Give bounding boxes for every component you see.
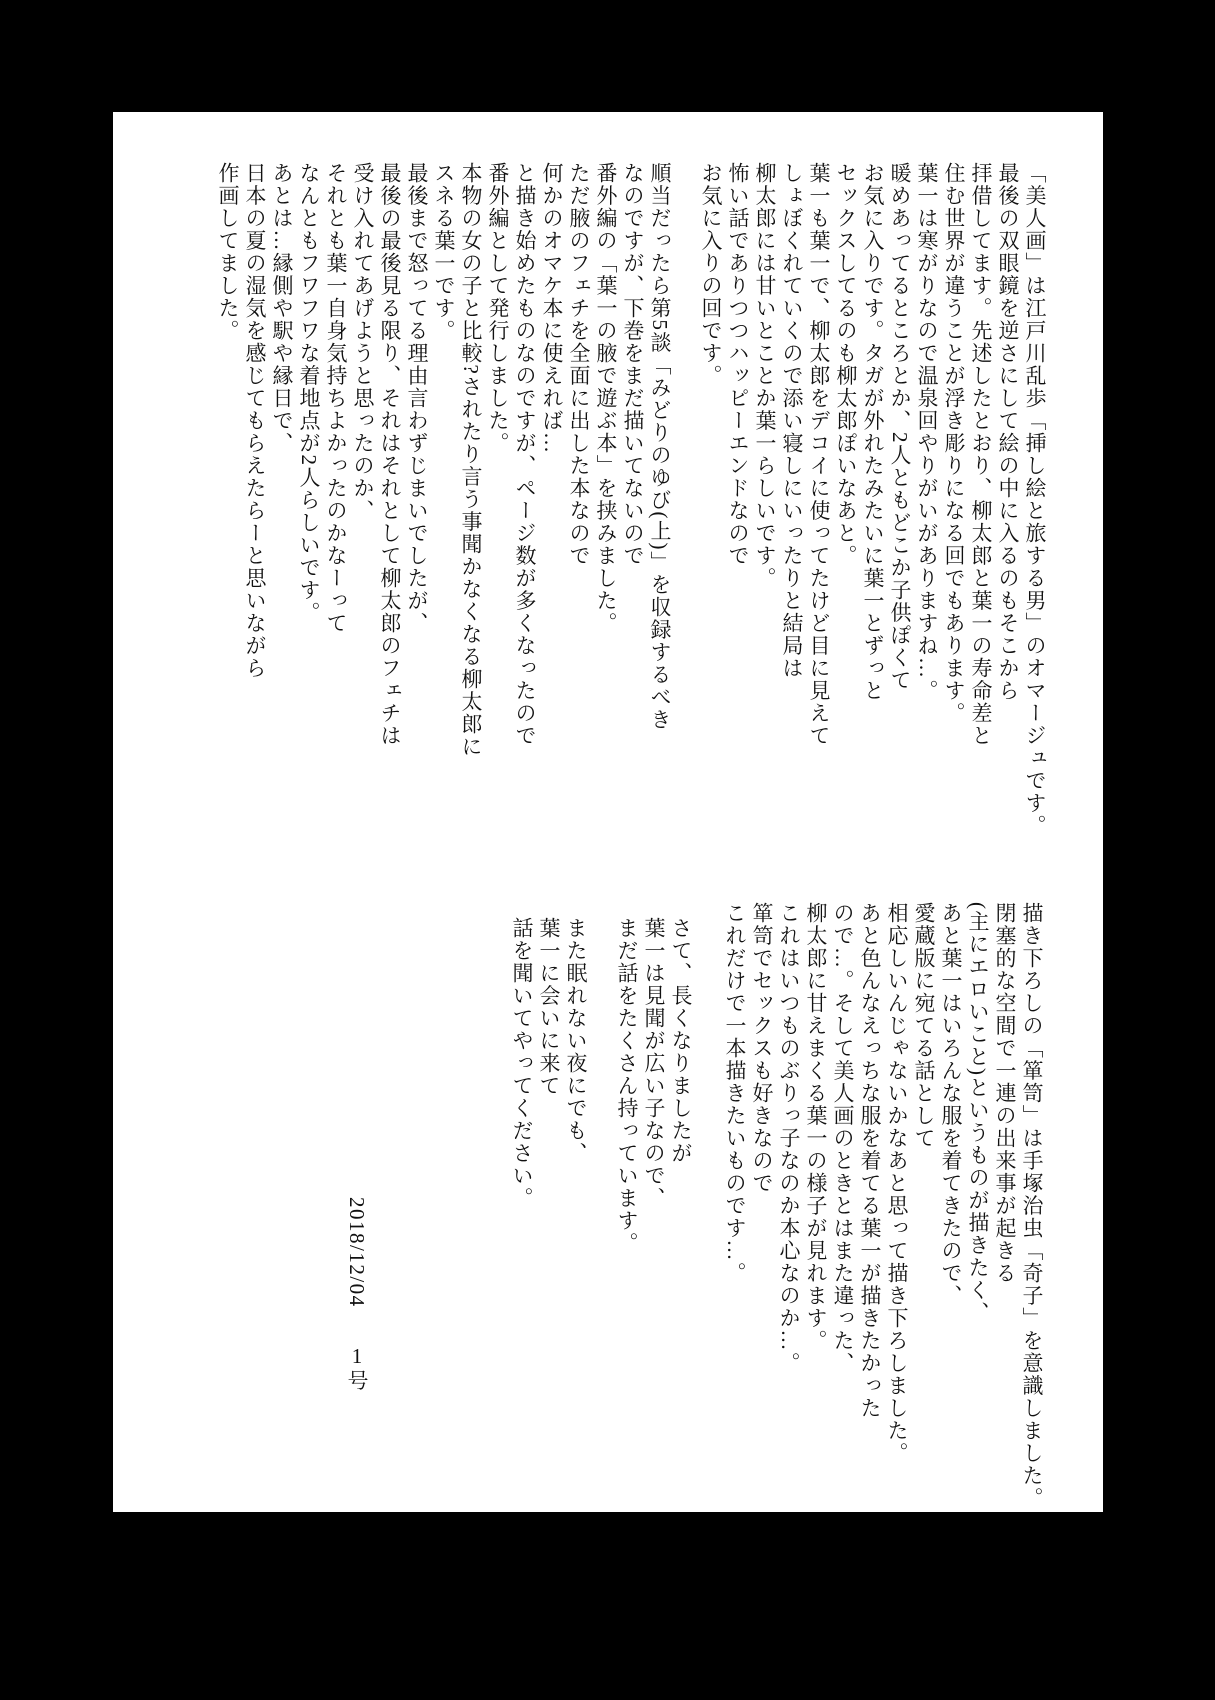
text-column: 暖めあってるところとか、2人ともどこか子供ぽくて <box>888 162 912 692</box>
text-column <box>589 917 613 1337</box>
text-column: 何かのオマケ本に使えれば… <box>540 162 564 455</box>
text-column: (主にエロいこと)というものが描きたく、 <box>966 902 990 1324</box>
text-column: 怖い話でありつつハッピーエンドなので <box>726 162 750 567</box>
text-column: お気に入りです。タガが外れたみたいに葉一とずっと <box>861 162 885 702</box>
text-column: 話を聞いてやってください。 <box>510 917 534 1210</box>
text-column: 番外編として発行しました。 <box>486 162 510 455</box>
text-column: 閉塞的な空間で一連の出来事が起きる <box>993 902 1017 1285</box>
text-column: また眠れない夜にでも、 <box>564 917 588 1165</box>
text-column: 最後まで怒ってる理由言わずじまいでしたが、 <box>405 162 429 635</box>
text-column: ので…。そして美人画のときとはまた違った、 <box>831 902 855 1375</box>
text-column: セックスしてるのも柳太郎ぽいなあと。 <box>834 162 858 567</box>
text-column: 日本の夏の湿気を感じてもらえたらーと思いながら <box>243 162 267 680</box>
afterword-block-3 <box>508 917 694 1337</box>
text-column: 柳太郎に甘えまくる葉一の様子が見れます。 <box>804 902 828 1352</box>
text-column: なんともフワフワな着地点が2人らしいです。 <box>297 162 321 624</box>
text-column: 相応しいんじゃないかなあと思って描き下ろしました。 <box>885 902 909 1465</box>
text-column: 住む世界が違うことが浮き彫りになる回でもあります。 <box>942 162 966 725</box>
text-column: 順当だったら第5談「みどりのゆび(上)」を収録するべき <box>648 162 672 731</box>
text-column: なのですが、下巻をまだ描いてないので <box>621 162 645 567</box>
text-column: 番外編の「葉一の腋で遊ぶ本」を挟みました。 <box>594 162 618 635</box>
text-column: ただ腋のフェチを全面に出した本なので <box>567 162 591 567</box>
text-column: 葉一に会いに来て <box>537 917 561 1097</box>
text-column: と描き始めたものなのですが、ページ数が多くなったので <box>513 162 537 747</box>
text-column: 受け入れてあげようと思ったのか、 <box>351 162 375 522</box>
text-column: それとも葉一自身気持ちよかったのかなーって <box>324 162 348 635</box>
text-column: あとは…縁側や駅や縁日で、 <box>270 162 294 455</box>
text-column: 葉一は見聞が広い子なので、 <box>642 917 666 1210</box>
text-column: 箪笥でセックスも好きなので <box>750 902 774 1195</box>
text-column: 葉一も葉一で、柳太郎をデコイに使ってたけど目に見えて <box>807 162 831 747</box>
text-column: スネる葉一です。 <box>432 162 456 342</box>
text-column: 愛蔵版に宛てる話として <box>912 902 936 1150</box>
text-column <box>673 162 697 862</box>
text-column: 拝借してます。先述したとおり、柳太郎と葉一の寿命差と <box>969 162 993 747</box>
text-column: 描き下ろしの「箪笥」は手塚治虫「奇子」を意識しました。 <box>1020 902 1044 1510</box>
paper <box>113 112 1103 1512</box>
text-column: 最後の最後見る限り、それはそれとして柳太郎のフェチは <box>378 162 402 747</box>
text-column: 最後の双眼鏡を逆さにして絵の中に入るのもそこから <box>996 162 1020 702</box>
text-column: あと色んなえっちな服を着てる葉一が描きたかった <box>858 902 882 1420</box>
afterword-block-1 <box>214 162 1048 862</box>
colophon <box>343 1197 370 1517</box>
afterword-block-2 <box>721 902 1045 1527</box>
text-column: 柳太郎には甘いとことか葉一らしいです。 <box>753 162 777 590</box>
text-column: 「美人画」は江戸川乱歩「挿し絵と旅する男」のオマージュです。 <box>1023 162 1047 837</box>
text-column: あと葉一はいろんな服を着てきたので、 <box>939 902 963 1307</box>
text-column: さて、長くなりましたが <box>669 917 693 1165</box>
issue-number: 1号 <box>345 1343 369 1392</box>
text-column: これはいつものぶりっ子なのか本心なのか…。 <box>777 902 801 1375</box>
text-column: 本物の女の子と比較?されたり言う事聞かなくなる柳太郎に <box>459 162 483 758</box>
text-column: お気に入りの回です。 <box>699 162 723 387</box>
text-column: これだけで一本描きたいものです…。 <box>723 902 747 1285</box>
text-column: まだ話をたくさん持っています。 <box>615 917 639 1255</box>
colophon-line <box>343 1197 370 1517</box>
text-column: 作画してました。 <box>216 162 240 342</box>
text-column: 葉一は寒がりなので温泉回やりがいがありますね…。 <box>915 162 939 702</box>
text-column: しょぼくれていくので添い寝しにいったりと結局は <box>780 162 804 680</box>
publish-date: 2018/12/04 <box>345 1197 369 1308</box>
